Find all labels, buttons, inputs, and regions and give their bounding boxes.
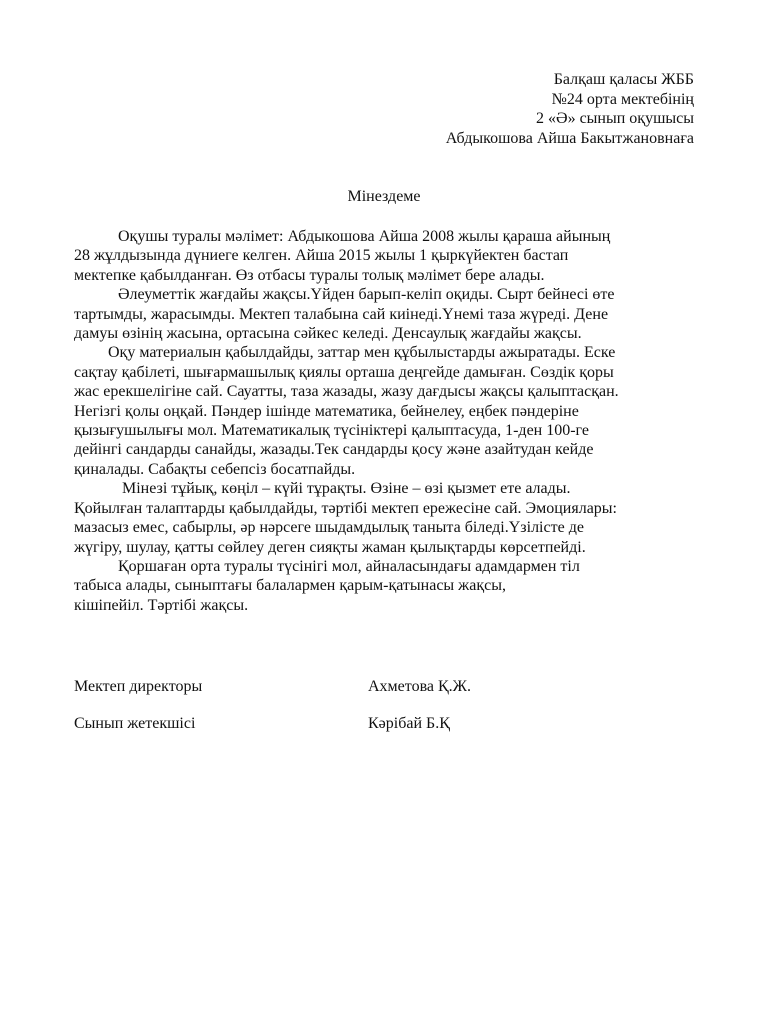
body-line: Оқу материалын қабылдайды, заттар мен құбылыстарды ажыратады. Еске xyxy=(108,344,616,362)
document-title: Мінездеме xyxy=(347,188,421,205)
body-line: табыса алады, сыныптағы балалармен қарым-қатынасы жақсы, xyxy=(74,577,506,595)
addressee-line-school: Балқаш қаласы ЖББ xyxy=(553,71,694,88)
body-line: жас ерекшелігіне сай. Сауатты, таза жазады, жазу дағдысы жақсы қалыптасқан. xyxy=(74,383,619,401)
body-line: сақтау қабілеті, шығармашылық қиялы орташа деңгейде дамыған. Сөздік қоры xyxy=(74,363,614,381)
body-line: дамуы өзінің жасына, ортасына сәйкес келеді. Денсаулық жағдайы жақсы. xyxy=(74,325,582,343)
addressee-line-class: 2 «Ә» сынып оқушысы xyxy=(536,110,694,127)
body-line: Оқушы туралы мәлімет: Абдыкошова Айша 2008 жылы қараша айының xyxy=(118,228,611,245)
body-line: Әлеуметтік жағдайы жақсы.Үйден барып-келіп оқиды. Сырт бейнесі өте xyxy=(118,286,615,304)
body-line: жүгіру, шулау, қатты сөйлеу деген сияқты жаман қылықтарды көрсетпейді. xyxy=(74,538,586,556)
addressee-block xyxy=(446,70,694,148)
signature-block xyxy=(74,677,694,751)
class-teacher-name: Кәрібай Б.Қ xyxy=(368,715,450,732)
body-line: Мінезі тұйық, көңіл – күйі тұрақты. Өзіне – өзі қызмет ете алады. xyxy=(122,480,571,498)
addressee-line-school-number: №24 орта мектебінің xyxy=(551,90,694,108)
document-body xyxy=(74,227,704,615)
body-line: Қоршаған орта туралы түсінігі мол, айналасындағы адамдармен тіл xyxy=(118,557,580,575)
body-line: кішіпейіл. Тәртібі жақсы. xyxy=(74,596,249,614)
class-teacher-role-label: Сынып жетекшісі xyxy=(74,715,196,732)
body-line: тартымды, жарасымды. Мектеп талабына сай киінеді.Үнемі таза жүреді. Дене xyxy=(74,305,609,323)
body-line: қызығушылығы мол. Математикалық түсініктері қалыптасуда, 1-ден 100-ге xyxy=(74,422,590,440)
addressee-line-student-name: Абдыкошова Айша Бакытжановнаға xyxy=(445,129,694,147)
body-line: мазасыз емес, сабырлы, әр нәрсеге шыдамдылық таныта біледі.Үзілісте де xyxy=(74,519,584,537)
director-name: Ахметова Қ.Ж. xyxy=(368,678,472,695)
signature-row-class-teacher xyxy=(74,714,694,751)
body-line: мектепке қабылданған. Өз отбасы туралы толық мәлімет бере алады. xyxy=(74,266,545,284)
body-line: Негізгі қолы оңқай. Пәндер ішінде математика, бейнелеу, еңбек пәндеріне xyxy=(74,402,579,420)
body-line: дейінгі сандарды санайды, жазады.Тек сандарды қосу және азайтудан кейде xyxy=(74,441,594,459)
body-line: Қойылған талаптарды қабылдайды, тәртібі мектеп ережесіне сай. Эмоциялары: xyxy=(74,499,617,517)
director-role-label: Мектеп директоры xyxy=(74,678,203,695)
body-line: 28 жұлдызында дүниеге келген. Айша 2015 жылы 1 қыркүйектен бастап xyxy=(74,247,569,265)
body-line: қиналады. Сабақты себепсіз босатпайды. xyxy=(74,460,356,478)
signature-row-director xyxy=(74,677,694,714)
